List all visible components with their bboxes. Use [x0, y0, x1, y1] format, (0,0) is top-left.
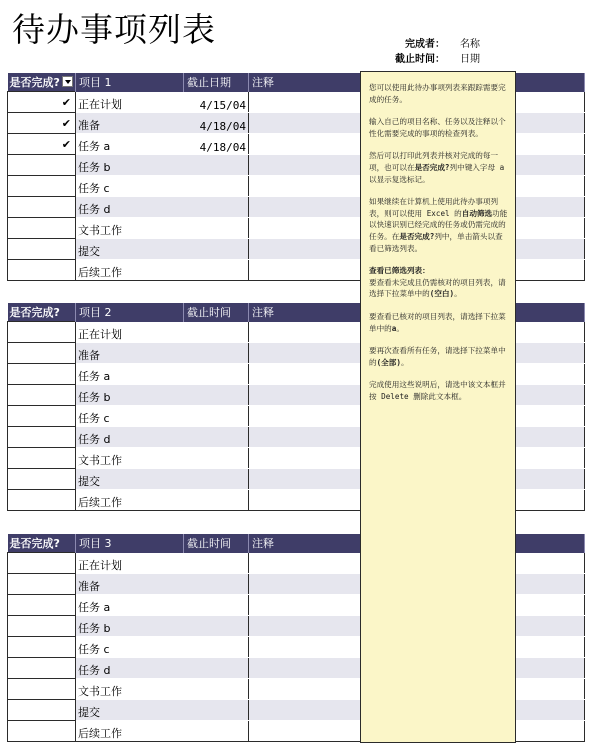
- note-paragraph: [369, 345, 509, 368]
- task-item-cell[interactable]: 任务 c: [76, 406, 184, 427]
- due-date-cell[interactable]: [184, 616, 249, 637]
- done-checkbox-cell[interactable]: [8, 679, 76, 700]
- due-date-cell[interactable]: [184, 176, 249, 197]
- done-by-label: 完成者：: [405, 39, 445, 50]
- done-by-value[interactable]: 名称: [460, 39, 480, 50]
- done-checkbox-cell[interactable]: [8, 239, 76, 260]
- filter-dropdown-icon[interactable]: [62, 76, 73, 87]
- task-item-cell[interactable]: 文书工作: [76, 448, 184, 469]
- done-checkbox-cell[interactable]: [8, 406, 76, 427]
- note-column-header: 注释: [249, 73, 585, 92]
- due-date-cell[interactable]: [184, 385, 249, 406]
- note-text: 输入自己的项目名称、任务以及注释以个性化需要完成的事项的检查列表。: [369, 117, 506, 138]
- task-item-cell[interactable]: 任务 a: [76, 364, 184, 385]
- due-date-cell[interactable]: [184, 406, 249, 427]
- due-date-cell[interactable]: 4/18/04: [184, 113, 249, 134]
- done-checkbox-cell[interactable]: [8, 490, 76, 511]
- note-bold: (空白): [429, 289, 455, 299]
- task-item-cell[interactable]: 文书工作: [76, 679, 184, 700]
- page-title: 待办事项列表: [12, 10, 216, 49]
- task-item-cell[interactable]: 任务 c: [76, 637, 184, 658]
- done-checkbox-cell[interactable]: [8, 364, 76, 385]
- done-checkbox-cell[interactable]: [8, 616, 76, 637]
- done-checkbox-cell[interactable]: [8, 155, 76, 176]
- done-checkbox-cell[interactable]: [8, 427, 76, 448]
- due-date-cell[interactable]: [184, 364, 249, 385]
- done-checkbox-cell[interactable]: [8, 658, 76, 679]
- due-date-cell[interactable]: [184, 427, 249, 448]
- due-date-cell[interactable]: [184, 721, 249, 742]
- due-date-cell[interactable]: [184, 574, 249, 595]
- done-checkbox-cell[interactable]: [8, 637, 76, 658]
- due-date-cell[interactable]: [184, 679, 249, 700]
- note-paragraph: [369, 196, 509, 254]
- note-heading: 查看已筛选列表：: [369, 266, 430, 276]
- deadline-label: 截止时间：: [395, 54, 445, 65]
- due-date-cell[interactable]: [184, 700, 249, 721]
- done-checkbox-cell[interactable]: [8, 721, 76, 742]
- due-date-cell[interactable]: [184, 469, 249, 490]
- task-item-cell[interactable]: 任务 d: [76, 658, 184, 679]
- done-checkbox-cell[interactable]: [8, 469, 76, 490]
- done-column-header[interactable]: [8, 303, 76, 322]
- note-text: 。: [454, 289, 462, 299]
- task-item-cell[interactable]: 任务 d: [76, 197, 184, 218]
- note-paragraph: [369, 379, 509, 402]
- task-item-cell[interactable]: 准备: [76, 113, 184, 134]
- date-column-header: 截止日期: [184, 73, 249, 92]
- due-date-cell[interactable]: 4/18/04: [184, 134, 249, 155]
- note-bold: (全部): [376, 357, 401, 367]
- note-text: 。: [400, 357, 409, 367]
- note-column-header: 注释: [249, 534, 585, 553]
- task-item-cell[interactable]: 任务 b: [76, 155, 184, 176]
- task-item-cell[interactable]: 正在计划: [76, 92, 184, 113]
- done-checkbox-cell[interactable]: ✔: [8, 92, 76, 113]
- note-text: 您可以使用此待办事项列表来跟踪需要完成的任务。: [369, 83, 506, 104]
- due-date-cell[interactable]: [184, 322, 249, 343]
- date-column-header: 截止时间: [184, 303, 249, 322]
- note-text: 列中，单击箭头以查看已筛选列表。: [369, 231, 503, 253]
- note-text: 列中键入字母 a 以显示复选标记。: [369, 162, 505, 184]
- task-item-cell[interactable]: 任务 a: [76, 134, 184, 155]
- due-date-cell[interactable]: [184, 343, 249, 364]
- task-item-cell[interactable]: 后续工作: [76, 490, 184, 511]
- due-date-cell[interactable]: [184, 637, 249, 658]
- note-paragraph: [369, 116, 509, 139]
- due-date-cell[interactable]: [184, 239, 249, 260]
- task-item-cell[interactable]: 正在计划: [76, 322, 184, 343]
- task-item-cell[interactable]: 准备: [76, 574, 184, 595]
- task-item-cell[interactable]: 任务 c: [76, 176, 184, 197]
- note-text: 要查看未完成且仍需核对的项目列表，请选择下拉菜单中的: [369, 277, 506, 299]
- item-column-header: 项目 3: [76, 534, 184, 553]
- task-item-cell[interactable]: 提交: [76, 239, 184, 260]
- note-bold: 是否完成?: [414, 162, 450, 172]
- due-date-cell[interactable]: [184, 595, 249, 616]
- task-item-cell[interactable]: 任务 d: [76, 427, 184, 448]
- due-date-cell[interactable]: [184, 448, 249, 469]
- due-date-cell[interactable]: 4/15/04: [184, 92, 249, 113]
- note-paragraph: [369, 311, 509, 334]
- item-column-header: 项目 2: [76, 303, 184, 322]
- note-paragraph: [369, 265, 509, 300]
- done-checkbox-cell[interactable]: [8, 197, 76, 218]
- due-date-cell[interactable]: [184, 218, 249, 239]
- note-paragraph: [369, 150, 509, 185]
- due-date-cell[interactable]: [184, 490, 249, 511]
- note-text: 。: [396, 323, 404, 333]
- deadline-value[interactable]: 日期: [460, 54, 480, 65]
- done-column-header[interactable]: [8, 534, 76, 553]
- due-date-cell[interactable]: [184, 553, 249, 574]
- task-item-cell[interactable]: 后续工作: [76, 260, 184, 281]
- task-item-cell[interactable]: 准备: [76, 343, 184, 364]
- done-checkbox-cell[interactable]: [8, 322, 76, 343]
- due-date-cell[interactable]: [184, 658, 249, 679]
- instructions-textbox[interactable]: [360, 71, 516, 743]
- done-checkbox-cell[interactable]: [8, 700, 76, 721]
- note-text: 完成使用这些说明后，请选中该文本框并按 Delete 删除此文本框。: [369, 380, 506, 401]
- note-column-header: 注释: [249, 303, 585, 322]
- done-checkbox-cell[interactable]: ✔: [8, 113, 76, 134]
- done-checkbox-cell[interactable]: [8, 218, 76, 239]
- done-checkbox-cell[interactable]: [8, 553, 76, 574]
- task-item-cell[interactable]: 任务 b: [76, 616, 184, 637]
- note-text: 要再次查看所有任务，请选择下拉菜单中的: [369, 346, 506, 367]
- due-date-cell[interactable]: [184, 260, 249, 281]
- done-column-header[interactable]: [8, 73, 76, 92]
- note-paragraph: [369, 82, 509, 105]
- done-header-label: 是否完成?: [9, 306, 60, 319]
- task-item-cell[interactable]: 任务 a: [76, 595, 184, 616]
- note-text: 然后可以打印此列表并核对完成的每一项，也可以在: [369, 151, 499, 172]
- due-date-cell[interactable]: [184, 155, 249, 176]
- note-bold: 是否完成?: [399, 231, 435, 241]
- item-column-header: 项目 1: [76, 73, 184, 92]
- task-item-cell[interactable]: 后续工作: [76, 721, 184, 742]
- done-checkbox-cell[interactable]: [8, 343, 76, 364]
- task-item-cell[interactable]: 提交: [76, 700, 184, 721]
- done-header-label: 是否完成?: [9, 76, 60, 89]
- note-text: 功能以快速识别已经完成的任务或仍需完成的任务。在: [369, 208, 508, 241]
- task-item-cell[interactable]: 文书工作: [76, 218, 184, 239]
- done-checkbox-cell[interactable]: [8, 574, 76, 595]
- note-bold: a: [391, 323, 397, 333]
- done-header-label: 是否完成?: [9, 537, 60, 550]
- task-item-cell[interactable]: 提交: [76, 469, 184, 490]
- done-checkbox-cell[interactable]: [8, 260, 76, 281]
- due-date-cell[interactable]: [184, 197, 249, 218]
- note-text: 如果继续在计算机上使用此待办事项列表，则可以使用 Excel 的: [369, 197, 499, 218]
- note-bold: 自动筛选: [461, 208, 493, 218]
- task-item-cell[interactable]: 正在计划: [76, 553, 184, 574]
- done-checkbox-cell[interactable]: ✔: [8, 134, 76, 155]
- task-item-cell[interactable]: 任务 b: [76, 385, 184, 406]
- done-checkbox-cell[interactable]: [8, 385, 76, 406]
- done-checkbox-cell[interactable]: [8, 448, 76, 469]
- done-checkbox-cell[interactable]: [8, 595, 76, 616]
- done-checkbox-cell[interactable]: [8, 176, 76, 197]
- date-column-header: 截止时间: [184, 534, 249, 553]
- note-text: 要查看已核对的项目列表，请选择下拉菜单中的: [369, 311, 506, 333]
